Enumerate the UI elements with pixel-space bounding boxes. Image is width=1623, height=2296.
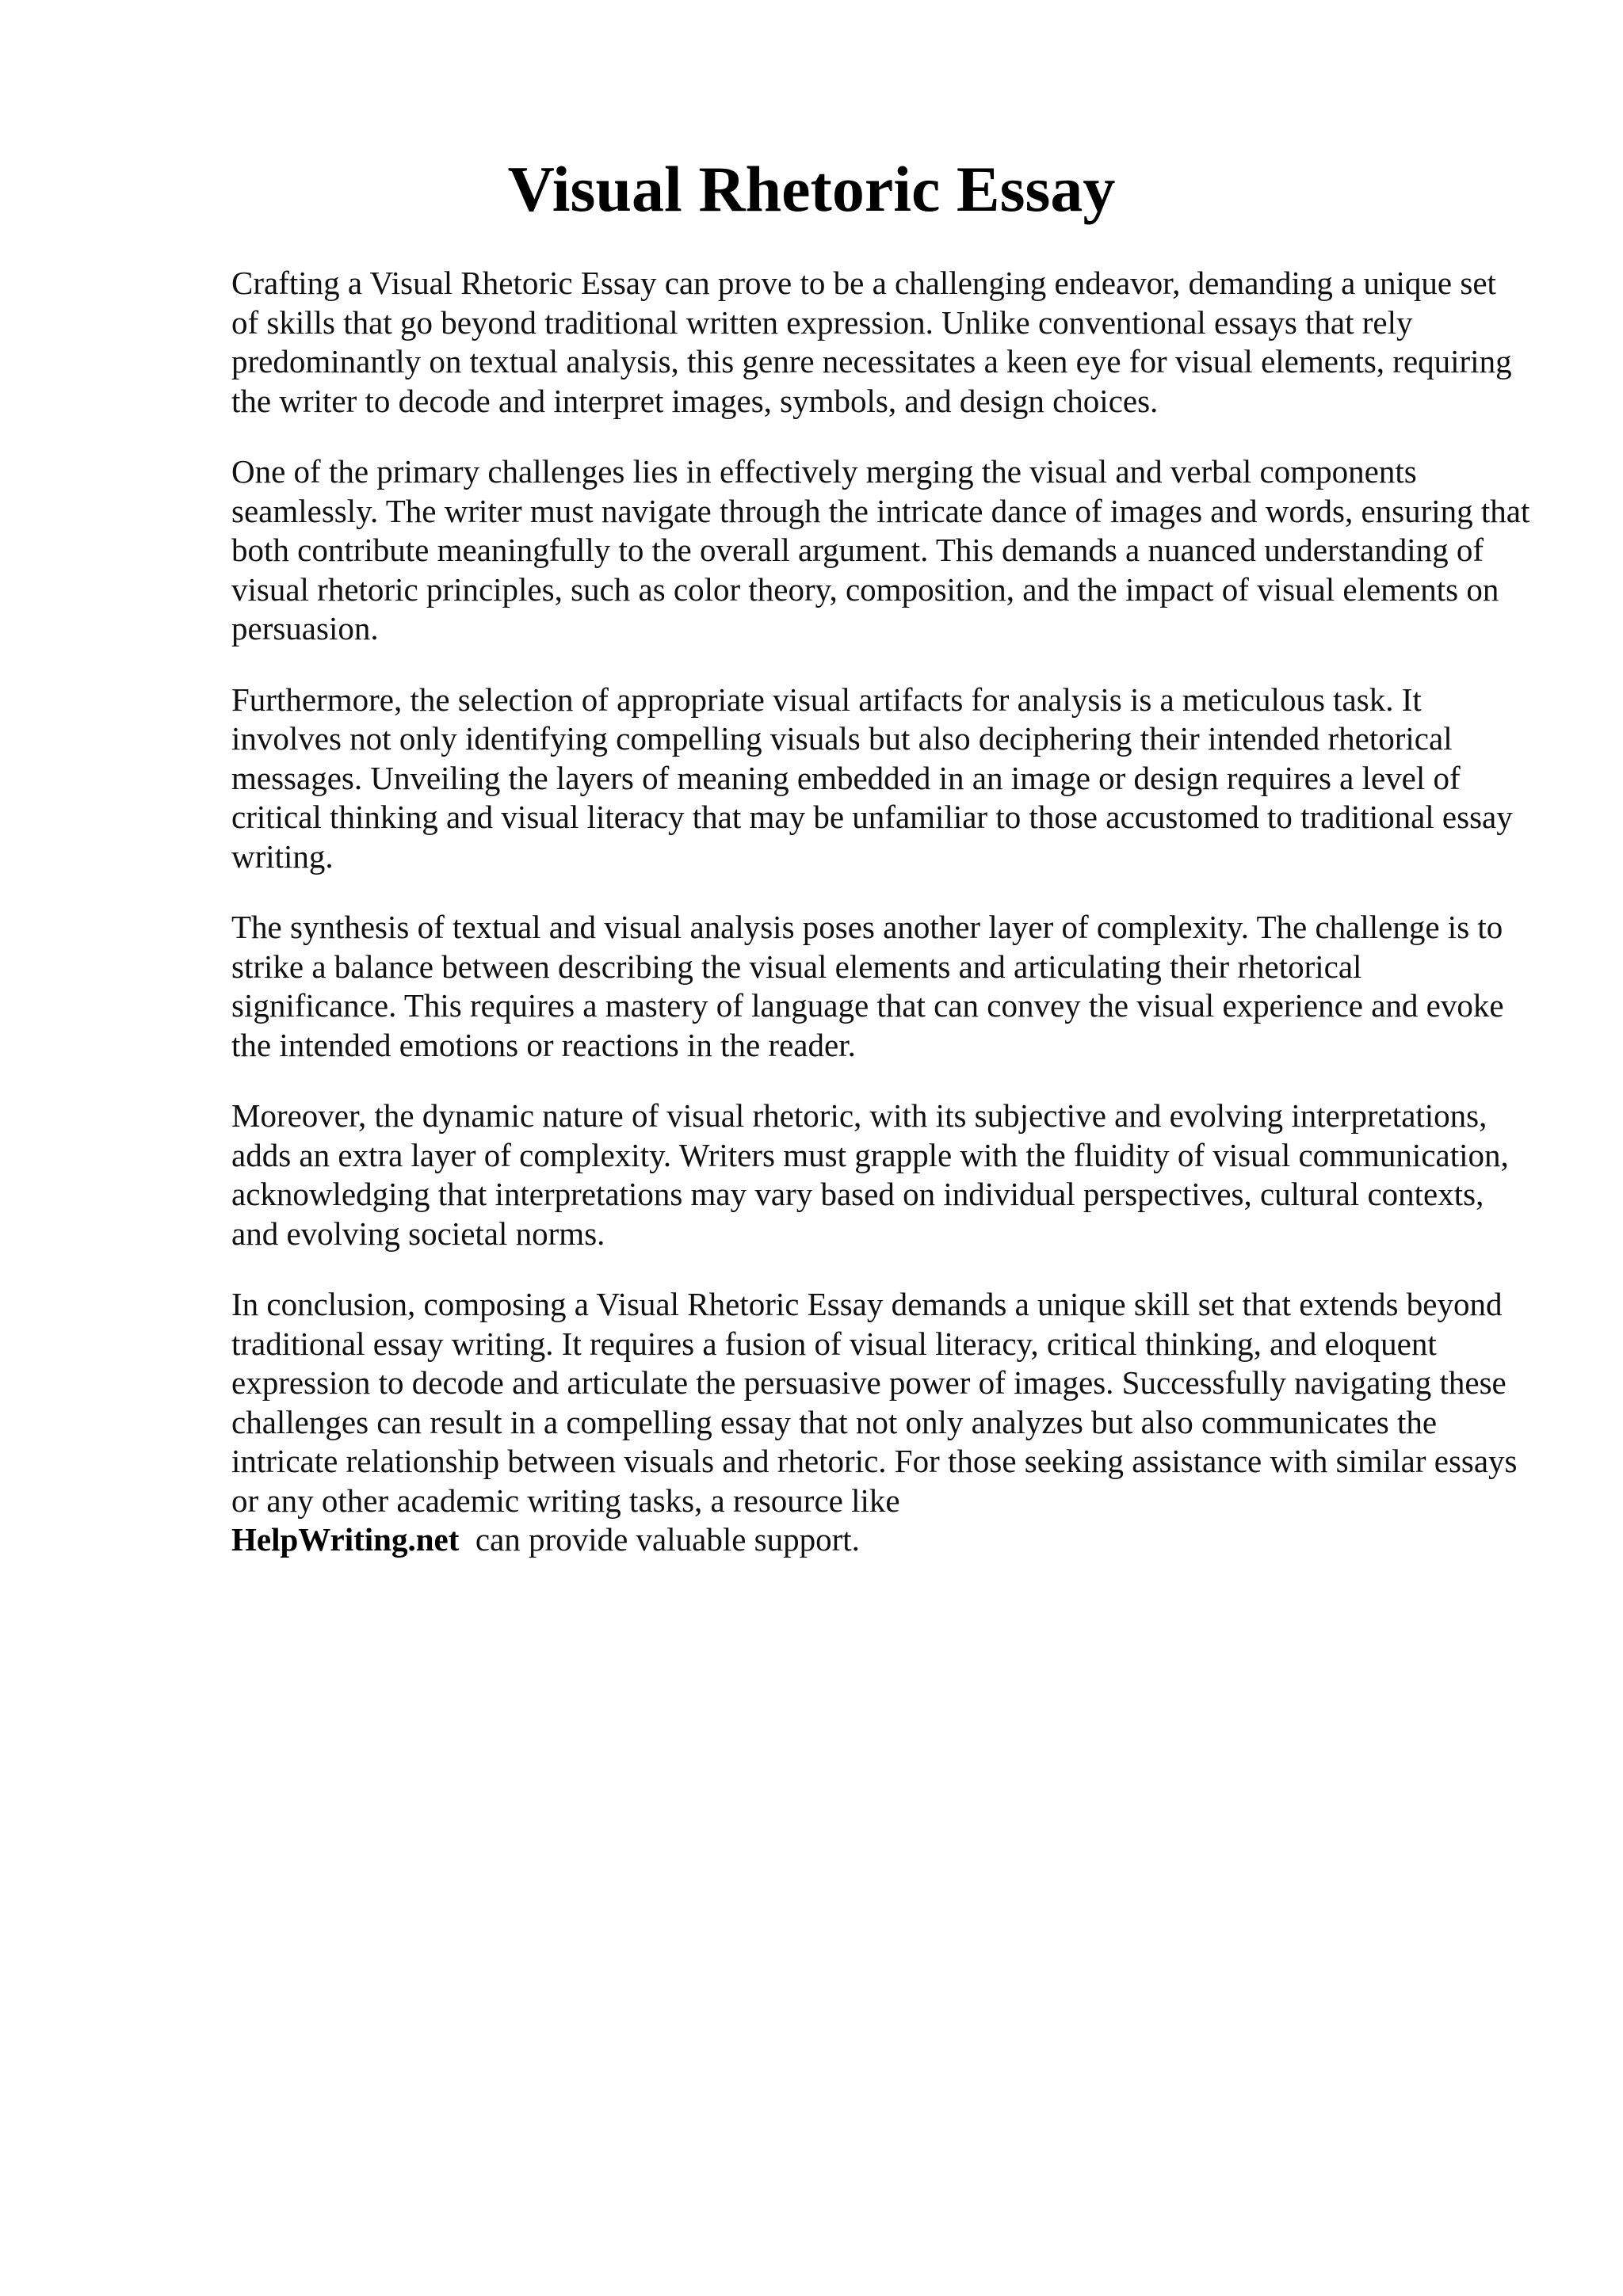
paragraph-5: Moreover, the dynamic nature of visual rhetoric, with its subjective and evolving interpretations, adds an extra layer of complexity. Writers must grapple with the fluidity of visual communication, acknowledging that interpretations may vary based on individual perspectives, cultural contexts, and evolving societal norms.: [231, 1097, 1509, 1252]
document-body: [231, 264, 1531, 1592]
document-title: Visual Rhetoric Essay: [507, 153, 1116, 225]
paragraph-4: The synthesis of textual and visual analysis poses another layer of complexity. The challenge is to strike a balance between describing the visual elements and articulating their rhetorical significance. This requires a mastery of language that can convey the visual experience and evoke the intended emotions or reactions in the reader.: [231, 909, 1504, 1063]
paragraph-2: One of the primary challenges lies in effectively merging the visual and verbal components seamlessly. The writer must navigate through the intricate dance of images and words, ensuring that both contribute meaningfully to the overall argument. This demands a nuanced understanding of visual rhetoric principles, such as color theory, composition, and the impact of visual elements on persuasion.: [231, 453, 1530, 646]
conclusion-text: In conclusion, composing a Visual Rhetoric Essay demands a unique skill set that extends beyond traditional essay writing. It requires a fusion of visual literacy, critical thinking, and eloquent expression to decode and articulate the persuasive power of images. Successfully navigating these challenges can result in a compelling essay that not only analyzes but also communicates the intricate relationship between visuals and rhetoric. For those seeking assistance with similar essays or any other academic writing tasks, a resource like: [231, 1286, 1518, 1519]
conclusion-tail: can provide valuable support.: [475, 1521, 860, 1558]
paragraph-1: Crafting a Visual Rhetoric Essay can prove to be a challenging endeavor, demanding a unique set of skills that go beyond traditional written expression. Unlike conventional essays that rely predominantly on textual analysis, this genre necessitates a keen eye for visual elements, requiring the writer to decode and interpret images, symbols, and design choices.: [231, 265, 1512, 419]
conclusion-paragraph: [231, 1285, 1531, 1560]
helpwriting-brand-link[interactable]: HelpWriting.net: [231, 1521, 460, 1558]
paragraph-3: Furthermore, the selection of appropriate visual artifacts for analysis is a meticulous task. It involves not only identifying compelling visuals but also deciphering their intended rhetorical messages. Unveiling the layers of meaning embedded in an image or design requires a level of critical thinking and visual literacy that may be unfamiliar to those accustomed to traditional essay writing.: [231, 681, 1513, 875]
